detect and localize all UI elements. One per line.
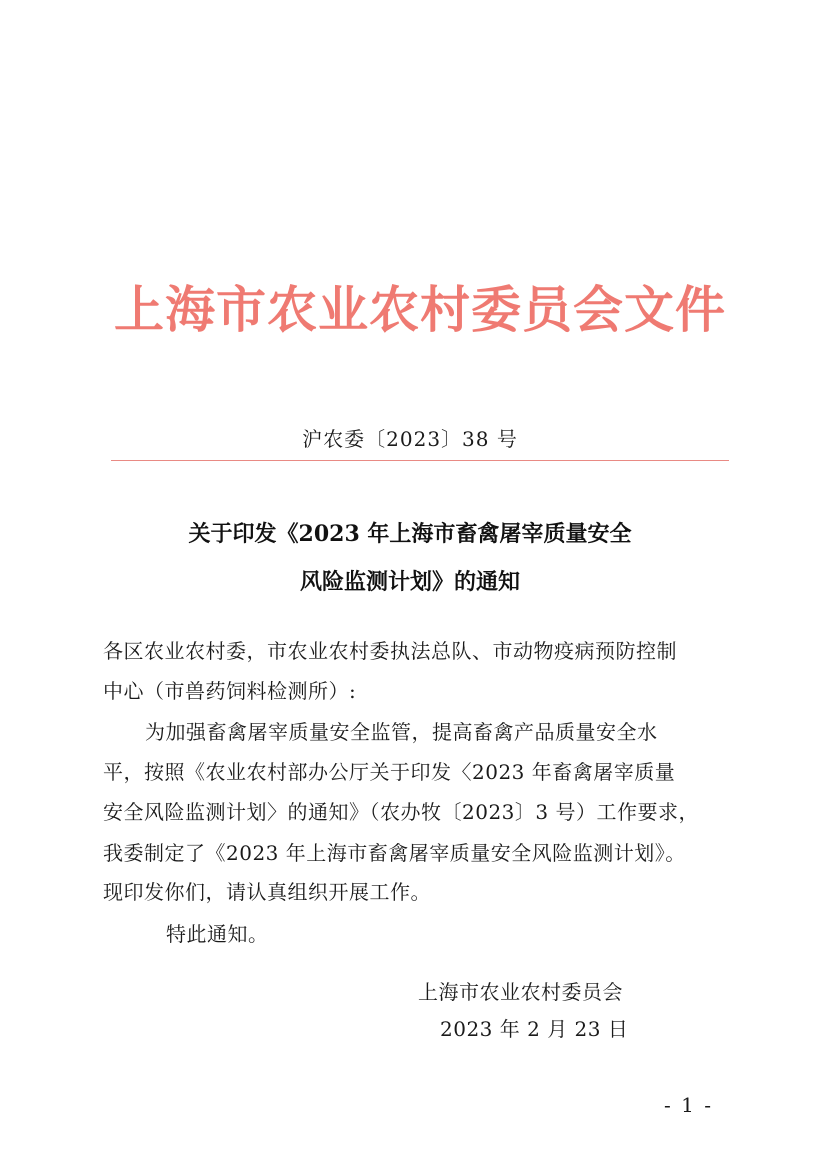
red-divider-line bbox=[111, 460, 729, 461]
addressee-line-1: 各区农业农村委，市农业农村委执法总队、市动物疫病预防控制 bbox=[103, 639, 677, 663]
document-number: 沪农委〔2023〕38 号 bbox=[302, 427, 518, 451]
signature-date: 2023 年 2 月 23 日 bbox=[440, 1017, 629, 1041]
paragraph-line-2: 平，按照《农业农村部办公厅关于印发〈2023 年畜禽屠宰质量 bbox=[103, 760, 676, 784]
paragraph-line-3: 安全风险监测计划〉的通知》（农办牧〔2023〕3 号）工作要求， bbox=[103, 800, 699, 824]
closing-phrase: 特此通知。 bbox=[166, 922, 269, 946]
paragraph-line-4: 我委制定了《2023 年上海市畜禽屠宰质量安全风险监测计划》。 bbox=[103, 841, 686, 865]
signature-organization: 上海市农业农村委员会 bbox=[418, 980, 623, 1004]
paragraph-line-1: 为加强畜禽屠宰质量安全监管，提高畜禽产品质量安全水 bbox=[145, 720, 658, 744]
paragraph-line-5: 现印发你们，请认真组织开展工作。 bbox=[103, 880, 431, 904]
page-number: - 1 - bbox=[664, 1093, 713, 1117]
addressee-line-2: 中心（市兽药饲料检测所）: bbox=[103, 679, 357, 703]
notice-title-line-1: 关于印发《2023 年上海市畜禽屠宰质量安全 bbox=[188, 521, 632, 547]
notice-title-line-2: 风险监测计划》的通知 bbox=[299, 569, 520, 595]
masthead-title: 上海市农业农村委员会文件 bbox=[114, 280, 726, 339]
